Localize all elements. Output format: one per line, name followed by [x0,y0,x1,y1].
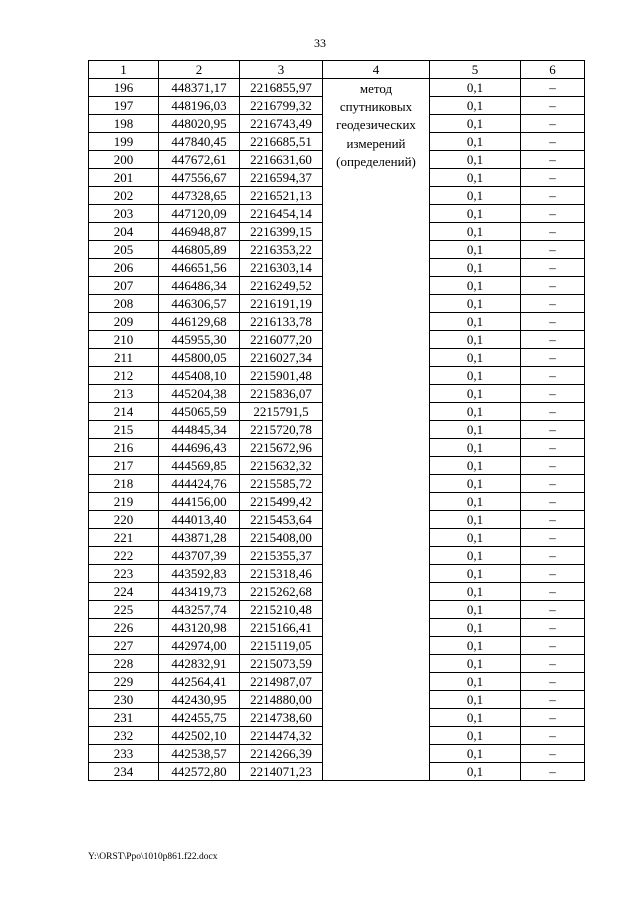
x-coordinate-cell: 446805,89 [159,241,240,259]
header-cell: 3 [240,61,323,79]
accuracy-cell: 0,1 [430,205,521,223]
x-coordinate-cell: 445065,59 [159,403,240,421]
x-coordinate-cell: 446129,68 [159,313,240,331]
x-coordinate-cell: 442564,41 [159,673,240,691]
remark-cell: – [521,583,585,601]
accuracy-cell: 0,1 [430,511,521,529]
point-number-cell: 212 [89,367,159,385]
accuracy-cell: 0,1 [430,115,521,133]
method-line: (определений) [336,153,416,169]
x-coordinate-cell: 446651,56 [159,259,240,277]
x-coordinate-cell: 444696,43 [159,439,240,457]
accuracy-cell: 0,1 [430,565,521,583]
accuracy-cell: 0,1 [430,151,521,169]
y-coordinate-cell: 2216855,97 [240,79,323,97]
accuracy-cell: 0,1 [430,475,521,493]
remark-cell: – [521,727,585,745]
x-coordinate-cell: 446306,57 [159,295,240,313]
x-coordinate-cell: 448371,17 [159,79,240,97]
coordinates-table [88,60,585,781]
remark-cell: – [521,637,585,655]
accuracy-cell: 0,1 [430,403,521,421]
accuracy-cell: 0,1 [430,133,521,151]
point-number-cell: 226 [89,619,159,637]
point-number-cell: 220 [89,511,159,529]
accuracy-cell: 0,1 [430,583,521,601]
y-coordinate-cell: 2215836,07 [240,385,323,403]
point-number-cell: 198 [89,115,159,133]
header-cell: 4 [323,61,430,79]
y-coordinate-cell: 2216521,13 [240,187,323,205]
remark-cell: – [521,133,585,151]
accuracy-cell: 0,1 [430,259,521,277]
remark-cell: – [521,187,585,205]
point-number-cell: 218 [89,475,159,493]
y-coordinate-cell: 2215119,05 [240,637,323,655]
x-coordinate-cell: 448196,03 [159,97,240,115]
page-number: 33 [314,36,326,50]
header-cell: 6 [521,61,585,79]
remark-cell: – [521,223,585,241]
method-line: спутниковых [339,99,413,115]
remark-cell: – [521,421,585,439]
point-number-cell: 217 [89,457,159,475]
remark-cell: – [521,475,585,493]
x-coordinate-cell: 442502,10 [159,727,240,745]
y-coordinate-cell: 2215166,41 [240,619,323,637]
point-number-cell: 224 [89,583,159,601]
x-coordinate-cell: 447328,65 [159,187,240,205]
y-coordinate-cell: 2216353,22 [240,241,323,259]
y-coordinate-cell: 2216454,14 [240,205,323,223]
y-coordinate-cell: 2216191,19 [240,295,323,313]
x-coordinate-cell: 442572,80 [159,763,240,781]
remark-cell: – [521,709,585,727]
accuracy-cell: 0,1 [430,331,521,349]
point-number-cell: 219 [89,493,159,511]
remark-cell: – [521,673,585,691]
point-number-cell: 215 [89,421,159,439]
remark-cell: – [521,691,585,709]
remark-cell: – [521,79,585,97]
accuracy-cell: 0,1 [430,97,521,115]
point-number-cell: 232 [89,727,159,745]
remark-cell: – [521,151,585,169]
accuracy-cell: 0,1 [430,223,521,241]
remark-cell: – [521,763,585,781]
accuracy-cell: 0,1 [430,745,521,763]
accuracy-cell: 0,1 [430,313,521,331]
accuracy-cell: 0,1 [430,241,521,259]
accuracy-cell: 0,1 [430,385,521,403]
accuracy-cell: 0,1 [430,367,521,385]
accuracy-cell: 0,1 [430,277,521,295]
point-number-cell: 216 [89,439,159,457]
point-number-cell: 196 [89,79,159,97]
table-row [89,79,585,97]
accuracy-cell: 0,1 [430,727,521,745]
x-coordinate-cell: 447840,45 [159,133,240,151]
y-coordinate-cell: 2215632,32 [240,457,323,475]
accuracy-cell: 0,1 [430,673,521,691]
point-number-cell: 211 [89,349,159,367]
remark-cell: – [521,241,585,259]
x-coordinate-cell: 447672,61 [159,151,240,169]
remark-cell: – [521,547,585,565]
x-coordinate-cell: 443707,39 [159,547,240,565]
x-coordinate-cell: 443120,98 [159,619,240,637]
method-line: геодезических [336,117,416,133]
remark-cell: – [521,745,585,763]
remark-cell: – [521,331,585,349]
accuracy-cell: 0,1 [430,295,521,313]
remark-cell: – [521,529,585,547]
remark-cell: – [521,295,585,313]
y-coordinate-cell: 2216399,15 [240,223,323,241]
point-number-cell: 200 [89,151,159,169]
x-coordinate-cell: 443871,28 [159,529,240,547]
point-number-cell: 229 [89,673,159,691]
remark-cell: – [521,457,585,475]
y-coordinate-cell: 2216303,14 [240,259,323,277]
remark-cell: – [521,115,585,133]
remark-cell: – [521,403,585,421]
remark-cell: – [521,601,585,619]
y-coordinate-cell: 2216249,52 [240,277,323,295]
point-number-cell: 197 [89,97,159,115]
x-coordinate-cell: 442974,00 [159,637,240,655]
remark-cell: – [521,655,585,673]
point-number-cell: 228 [89,655,159,673]
y-coordinate-cell: 2215499,42 [240,493,323,511]
table-body [89,79,585,781]
x-coordinate-cell: 442832,91 [159,655,240,673]
x-coordinate-cell: 444424,76 [159,475,240,493]
y-coordinate-cell: 2214071,23 [240,763,323,781]
y-coordinate-cell: 2215901,48 [240,367,323,385]
y-coordinate-cell: 2215720,78 [240,421,323,439]
x-coordinate-cell: 446486,34 [159,277,240,295]
y-coordinate-cell: 2216631,60 [240,151,323,169]
accuracy-cell: 0,1 [430,691,521,709]
remark-cell: – [521,619,585,637]
y-coordinate-cell: 2214987,07 [240,673,323,691]
y-coordinate-cell: 2215672,96 [240,439,323,457]
accuracy-cell: 0,1 [430,547,521,565]
point-number-cell: 206 [89,259,159,277]
point-number-cell: 209 [89,313,159,331]
remark-cell: – [521,367,585,385]
x-coordinate-cell: 448020,95 [159,115,240,133]
footer-file-path: Y:\ORST\Ppo\1010p861.f22.docx [88,852,218,862]
y-coordinate-cell: 2215318,46 [240,565,323,583]
x-coordinate-cell: 447120,09 [159,205,240,223]
accuracy-cell: 0,1 [430,709,521,727]
y-coordinate-cell: 2216133,78 [240,313,323,331]
x-coordinate-cell: 444013,40 [159,511,240,529]
y-coordinate-cell: 2215791,5 [240,403,323,421]
y-coordinate-cell: 2216743,49 [240,115,323,133]
point-number-cell: 210 [89,331,159,349]
remark-cell: – [521,493,585,511]
point-number-cell: 233 [89,745,159,763]
x-coordinate-cell: 443257,74 [159,601,240,619]
point-number-cell: 213 [89,385,159,403]
x-coordinate-cell: 445204,38 [159,385,240,403]
header-cell: 2 [159,61,240,79]
remark-cell: – [521,565,585,583]
point-number-cell: 222 [89,547,159,565]
point-number-cell: 230 [89,691,159,709]
accuracy-cell: 0,1 [430,421,521,439]
accuracy-cell: 0,1 [430,439,521,457]
point-number-cell: 203 [89,205,159,223]
y-coordinate-cell: 2214880,00 [240,691,323,709]
accuracy-cell: 0,1 [430,529,521,547]
y-coordinate-cell: 2214738,60 [240,709,323,727]
header-cell: 1 [89,61,159,79]
accuracy-cell: 0,1 [430,763,521,781]
remark-cell: – [521,313,585,331]
y-coordinate-cell: 2216594,37 [240,169,323,187]
point-number-cell: 208 [89,295,159,313]
remark-cell: – [521,277,585,295]
y-coordinate-cell: 2215073,59 [240,655,323,673]
x-coordinate-cell: 446948,87 [159,223,240,241]
y-coordinate-cell: 2214474,32 [240,727,323,745]
point-number-cell: 221 [89,529,159,547]
remark-cell: – [521,439,585,457]
remark-cell: – [521,385,585,403]
accuracy-cell: 0,1 [430,187,521,205]
point-number-cell: 234 [89,763,159,781]
y-coordinate-cell: 2216799,32 [240,97,323,115]
point-number-cell: 199 [89,133,159,151]
x-coordinate-cell: 447556,67 [159,169,240,187]
point-number-cell: 205 [89,241,159,259]
y-coordinate-cell: 2216077,20 [240,331,323,349]
accuracy-cell: 0,1 [430,349,521,367]
x-coordinate-cell: 444845,34 [159,421,240,439]
remark-cell: – [521,259,585,277]
y-coordinate-cell: 2215210,48 [240,601,323,619]
table-header-row [89,61,585,79]
accuracy-cell: 0,1 [430,457,521,475]
y-coordinate-cell: 2214266,39 [240,745,323,763]
point-number-cell: 214 [89,403,159,421]
remark-cell: – [521,97,585,115]
x-coordinate-cell: 442430,95 [159,691,240,709]
point-number-cell: 223 [89,565,159,583]
point-number-cell: 201 [89,169,159,187]
method-cell [323,79,430,781]
accuracy-cell: 0,1 [430,619,521,637]
x-coordinate-cell: 442455,75 [159,709,240,727]
remark-cell: – [521,205,585,223]
y-coordinate-cell: 2215453,64 [240,511,323,529]
x-coordinate-cell: 442538,57 [159,745,240,763]
point-number-cell: 207 [89,277,159,295]
accuracy-cell: 0,1 [430,79,521,97]
x-coordinate-cell: 445955,30 [159,331,240,349]
remark-cell: – [521,511,585,529]
header-cell: 5 [430,61,521,79]
accuracy-cell: 0,1 [430,655,521,673]
remark-cell: – [521,169,585,187]
x-coordinate-cell: 445408,10 [159,367,240,385]
accuracy-cell: 0,1 [430,601,521,619]
point-number-cell: 202 [89,187,159,205]
point-number-cell: 227 [89,637,159,655]
method-line: измерений [346,135,406,151]
y-coordinate-cell: 2215262,68 [240,583,323,601]
x-coordinate-cell: 443592,83 [159,565,240,583]
accuracy-cell: 0,1 [430,637,521,655]
accuracy-cell: 0,1 [430,493,521,511]
point-number-cell: 204 [89,223,159,241]
y-coordinate-cell: 2215355,37 [240,547,323,565]
y-coordinate-cell: 2216027,34 [240,349,323,367]
y-coordinate-cell: 2216685,51 [240,133,323,151]
accuracy-cell: 0,1 [430,169,521,187]
point-number-cell: 231 [89,709,159,727]
point-number-cell: 225 [89,601,159,619]
method-line: метод [359,81,393,96]
x-coordinate-cell: 443419,73 [159,583,240,601]
x-coordinate-cell: 445800,05 [159,349,240,367]
y-coordinate-cell: 2215408,00 [240,529,323,547]
remark-cell: – [521,349,585,367]
x-coordinate-cell: 444569,85 [159,457,240,475]
y-coordinate-cell: 2215585,72 [240,475,323,493]
x-coordinate-cell: 444156,00 [159,493,240,511]
